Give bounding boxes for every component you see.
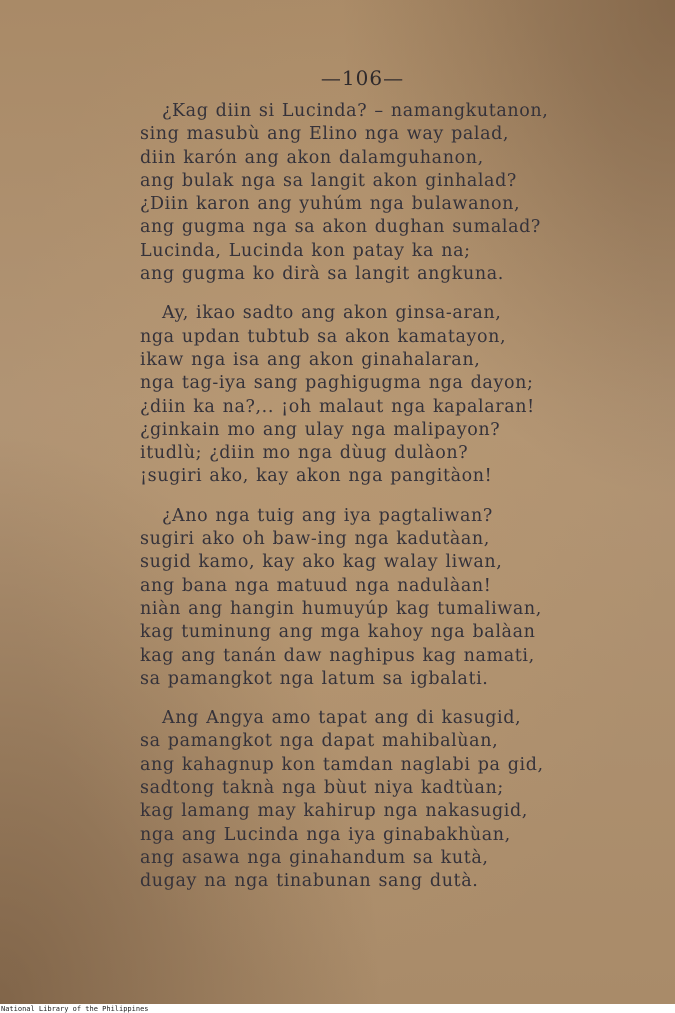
poem-line: sugid kamo, kay ako kag walay liwan, [140,552,503,573]
poem-line: ang asawa nga ginahandum sa kutà, [140,847,489,868]
poem-line: sa pamangkot nga latum sa igbalati. [140,668,489,689]
poem-line: ¡sugiri ako, kay akon nga pangitàon! [140,466,493,487]
poem-line: kag tuminung ang mga kahoy nga balàan [140,622,536,643]
poem-line: Ay, ikao sadto ang akon ginsa-aran, [162,303,502,324]
poem-line: Lucinda, Lucinda kon patay ka na; [140,240,471,261]
poem-line: Ang Angya amo tapat ang di kasugid, [162,708,522,729]
poem-line: ¿Ano nga tuig ang iya pagtaliwan? [162,505,493,526]
stanza-2 [140,302,620,488]
poem-line: ¿ginkain mo ang ulay nga malipayon? [140,419,501,440]
poem-line: ¿diin ka na?,.. ¡oh malaut nga kapalaran! [140,396,535,417]
poem-line: ang bana nga matuud nga nadulàan! [140,575,492,596]
poem-line: sing masubù ang Elino nga way palad, [140,124,510,145]
poem-line: dugay na nga tinabunan sang dutà. [140,871,479,892]
stanza-3 [140,505,620,691]
poem-line: sa pamangkot nga dapat mahibalùan, [140,731,499,752]
poem-line: ang gugma ko dirà sa langit angkuna. [140,264,504,285]
poem-line: ¿Kag diin si Lucinda? – namangkutanon, [162,101,549,121]
poem-line: sugiri ako oh baw-ing nga kadutàan, [140,529,490,550]
stanza-1 [140,100,620,286]
stanza-4 [140,707,620,893]
poem-line: kag ang tanán daw naghipus kag namati, [140,645,535,666]
poem-line: ikaw nga isa ang akon ginahalaran, [140,349,481,370]
poem-line: itudlù; ¿diin mo nga dùug dulàon? [140,443,469,464]
poem-line: nga ang Lucinda nga iya ginabakhùan, [140,824,511,845]
poem-line: kag lamang may kahirup nga nakasugid, [140,801,528,822]
poem-line: ang kahagnup kon tamdan naglabi pa gid, [140,754,544,775]
poem-body [140,100,620,894]
library-credit: National Library of the Philippines [1,1005,149,1013]
poem-line: ang bulak nga sa langit akon ginhalad? [140,170,517,191]
poem-line: nga updan tubtub sa akon kamatayon, [140,326,507,347]
poem-line: ang gugma nga sa akon dughan sumalad? [140,217,541,238]
poem-line: niàn ang hangin humuyúp kag tumaliwan, [140,598,542,619]
poem-line: diin karón ang akon dalamguhanon, [140,147,484,168]
poem-line: ¿Diin karon ang yuhúm nga bulawanon, [140,194,521,215]
page-number: —106— [320,66,405,90]
poem-line: sadtong taknà nga bùut niya kadtùan; [140,778,504,799]
poem-line: nga tag-iya sang paghigugma nga dayon; [140,373,534,394]
